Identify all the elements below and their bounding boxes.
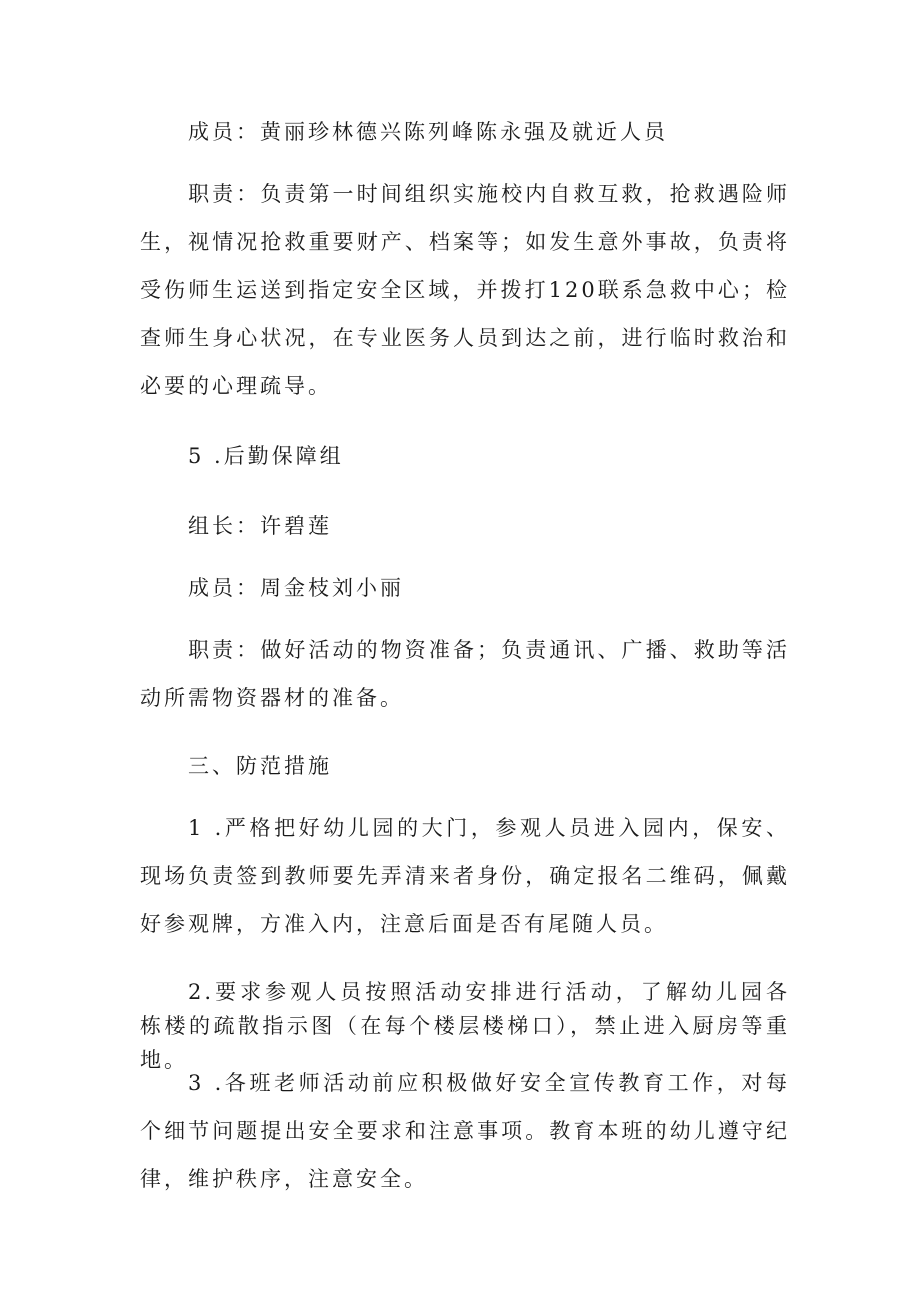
logistics-duties-paragraph (140, 626, 790, 722)
logistics-members-text: 成员：周金枝刘小丽 (188, 576, 404, 600)
duties-paragraph (140, 170, 790, 410)
measure-2-text: 2.要求参观人员按照活动安排进行活动，了解幼儿园各栋楼的疏散指示图（在每个楼层楼梯口），禁止进入厨房等重地。 (140, 980, 790, 1072)
measure-3-text: 3 .各班老师活动前应积极做好安全宣传教育工作，对每个细节问题提出安全要求和注意事项。教育本班的幼儿遵守纪律，维护秩序，注意安全。 (140, 1071, 790, 1191)
leader-paragraph (140, 502, 790, 550)
logistics-members-paragraph (140, 564, 790, 612)
leader-text: 组长：许碧莲 (188, 514, 332, 538)
measure-1-text: 1 .严格把好幼儿园的大门，参观人员进入园内，保安、现场负责签到教师要先弄清来者身份，确定报名二维码，佩戴好参观牌，方准入内，注意后面是否有尾随人员。 (140, 816, 790, 936)
logistics-duties-text: 职责：做好活动的物资准备；负责通讯、广播、救助等活动所需物资器材的准备。 (140, 638, 790, 710)
measures-heading (140, 742, 790, 790)
measures-heading-text: 三、防范措施 (188, 754, 332, 778)
section-heading-logistics (140, 432, 790, 480)
members-paragraph (140, 108, 790, 156)
section-heading-text: 5 .后勤保障组 (188, 444, 344, 468)
members-text: 成员：黄丽珍林德兴陈列峰陈永强及就近人员 (188, 120, 668, 144)
measure-1-paragraph (140, 804, 790, 948)
measure-3-paragraph (140, 1059, 790, 1203)
duties-text: 职责：负责第一时间组织实施校内自救互救，抢救遇险师生，视情况抢救重要财产、档案等；如发生意外事故，负责将受伤师生运送到指定安全区域，并拨打120联系急救中心；检查师生身心状况，在专业医务人员到达之前，进行临时救治和必要的心理疏导。 (140, 182, 790, 398)
